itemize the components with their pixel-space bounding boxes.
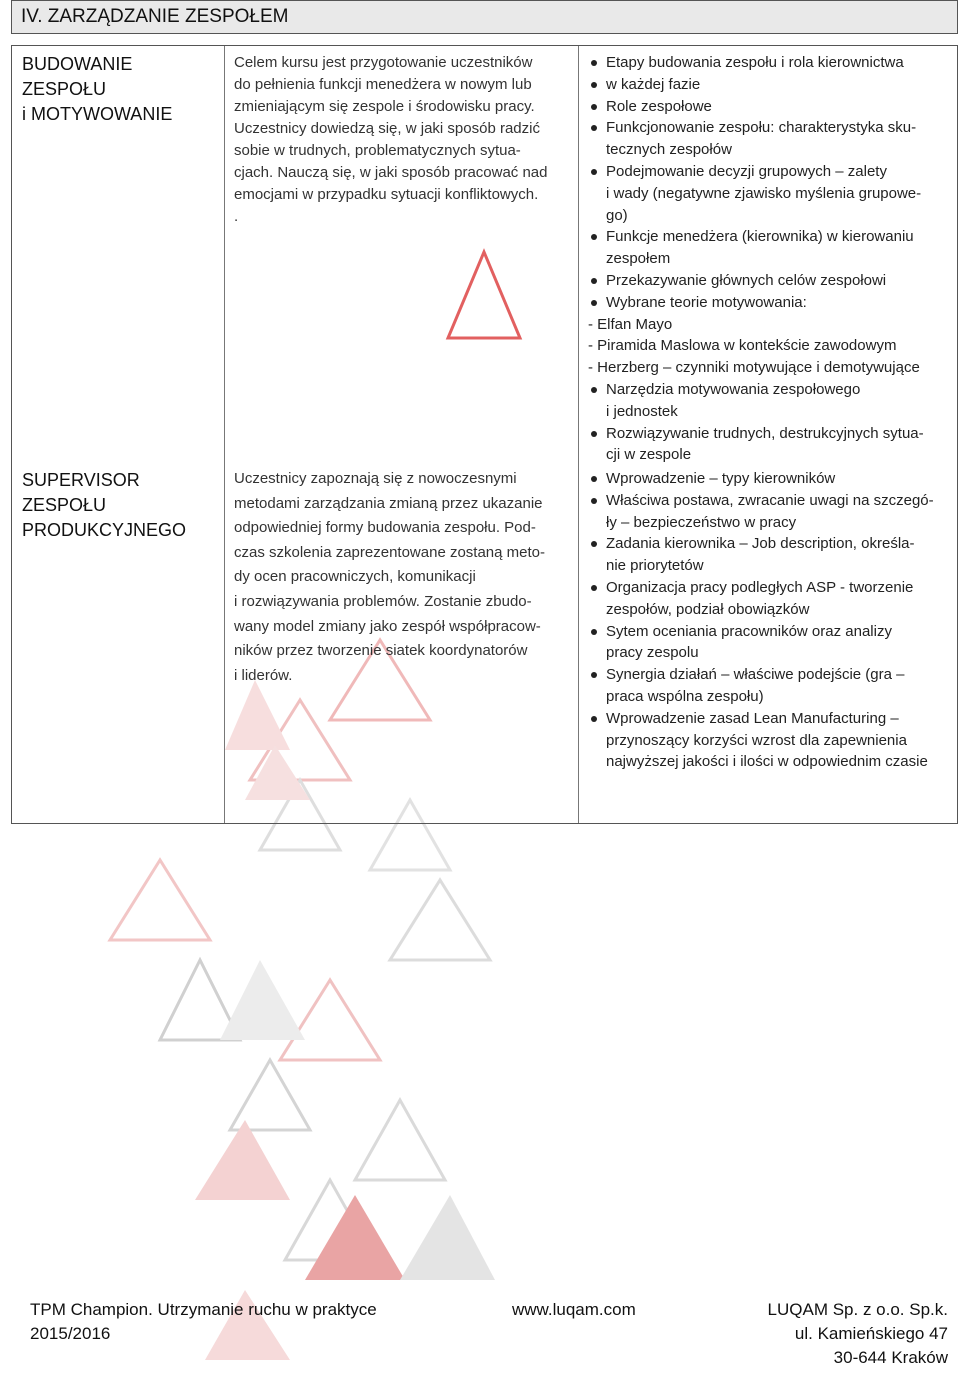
section-title: IV. ZARZĄDZANIE ZESPOŁEM <box>21 6 289 27</box>
topic-item-continued: pracy zespolu <box>606 644 699 662</box>
topic-item: Wprowadzenie – typy kierowników <box>588 468 950 490</box>
topic-item-continued: i jednostek <box>606 402 678 420</box>
course-topics-team-building <box>588 52 950 466</box>
triangle-outline-pink <box>280 980 380 1060</box>
course-label-supervisor: SUPERVISOR ZESPOŁU PRODUKCYJNEGO <box>22 470 187 540</box>
topic-item: Funkcje menedżera (kierownika) w kierowaniu <box>588 226 950 248</box>
topic-item: Sytem oceniania pracowników oraz analizy <box>588 621 950 643</box>
column-divider <box>578 46 579 823</box>
topic-item: Rozwiązywanie trudnych, destrukcyjnych sytua- <box>588 423 950 445</box>
triangle-outline-grey <box>230 1060 310 1130</box>
topic-item: Organizacja pracy podległych ASP - tworzenie <box>588 577 950 599</box>
topic-item: Synergia działań – właściwe podejście (gra – <box>588 664 950 686</box>
topic-item: Etapy budowania zespołu i rola kierownictwa <box>588 52 950 74</box>
topic-item: Zadania kierownika – Job description, określa- <box>588 533 950 555</box>
topic-item-continued: w każdej fazie <box>588 74 950 96</box>
footer-city: 30-644 Kraków <box>833 1348 948 1367</box>
column-divider <box>224 46 225 823</box>
footer-course-info <box>30 1298 377 1346</box>
footer-company-name: LUQAM Sp. z o.o. Sp.k. <box>767 1300 948 1319</box>
course-table <box>11 45 958 824</box>
footer-website-link[interactable]: www.luqam.com <box>512 1300 636 1319</box>
topic-subitem: - Herzberg – czynniki motywujące i demotywujące <box>588 359 920 377</box>
topic-item: Przekazywanie głównych celów zespołowi <box>588 270 950 292</box>
footer-year: 2015/2016 <box>30 1324 111 1343</box>
topic-item-continued: i wady (negatywne zjawisko myślenia grupowe- <box>606 184 922 202</box>
topic-item: Wprowadzenie zasad Lean Manufacturing – <box>588 708 950 730</box>
topic-item-continued: nie priorytetów <box>606 557 704 575</box>
topic-item-continued: praca wspólna zespołu) <box>606 687 764 705</box>
topic-item: Wybrane teorie motywowania: <box>588 292 950 314</box>
topic-item: Narzędzia motywowania zespołowego <box>588 379 950 401</box>
topic-item: Właściwa postawa, zwracanie uwagi na szczegó- <box>588 490 950 512</box>
topic-item-continued: zespołem <box>606 250 671 268</box>
triangle-filled-red <box>305 1195 405 1280</box>
topic-item-continued: przynoszący korzyści wzrost dla zapewnienia <box>606 731 907 749</box>
topic-item: Role zespołowe <box>588 96 950 118</box>
topic-item: Funkcjonowanie zespołu: charakterystyka sku- <box>588 117 950 139</box>
topic-subitem: - Elfan Mayo <box>588 315 673 333</box>
topic-item-continued: zespołów, podział obowiązków <box>606 600 810 618</box>
topic-item-continued: go) <box>606 206 628 224</box>
triangle-outline-grey <box>390 880 490 960</box>
section-header <box>11 0 958 34</box>
course-label-team-building: BUDOWANIE ZESPOŁU i MOTYWOWANIE <box>22 54 173 124</box>
triangle-outline-grey <box>355 1100 445 1180</box>
course-description-team-building: Celem kursu jest przygotowanie uczestników do pełnienia funkcji menedżera w nowym lub zmieniającym się zespole i środowisku pracy. Uczestnicy dowiedzą się, w jaki sposób radzić sobie w trudnych, problematycznych sytua- cjach. Nauczą się, w jaki sposób pracować nad emocjami w przypadku sytuacji konfliktowych. . <box>234 54 548 225</box>
topic-item-continued: cji w zespole <box>606 446 692 464</box>
topic-item-continued: ły – bezpieczeństwo w pracy <box>606 513 797 531</box>
triangle-outline-pink <box>110 860 210 940</box>
triangle-filled-pink <box>195 1120 290 1200</box>
topic-item-continued: najwyższej jakości i ilości w odpowiednim czasie <box>606 753 928 771</box>
topic-subitem: - Piramida Maslowa w kontekście zawodowym <box>588 337 897 355</box>
course-topics-supervisor <box>588 468 950 773</box>
footer-course-title: TPM Champion. Utrzymanie ruchu w praktyce <box>30 1300 377 1319</box>
triangle-filled-grey <box>220 960 305 1040</box>
course-description-supervisor: Uczestnicy zapoznają się z nowoczesnymi metodami zarządzania zmianą przez ukazanie odpowiedniej formy budowania zespołu. Pod- czas szkolenia zaprezentowane zostaną meto- dy ocen pracowniczych, komunikacji i rozwiązywania problemów. Zostanie zbudo- wany model zmiany jako zespół współpracow- ników przez tworzenie siatek koordynatorów i liderów. <box>234 470 546 684</box>
footer-company-address <box>768 1298 948 1370</box>
triangle-filled-grey <box>400 1195 495 1280</box>
topic-item-continued: tecznych zespołów <box>606 141 732 159</box>
footer-street: ul. Kamieńskiego 47 <box>794 1324 948 1343</box>
topic-item: Podejmowanie decyzji grupowych – zalety <box>588 161 950 183</box>
